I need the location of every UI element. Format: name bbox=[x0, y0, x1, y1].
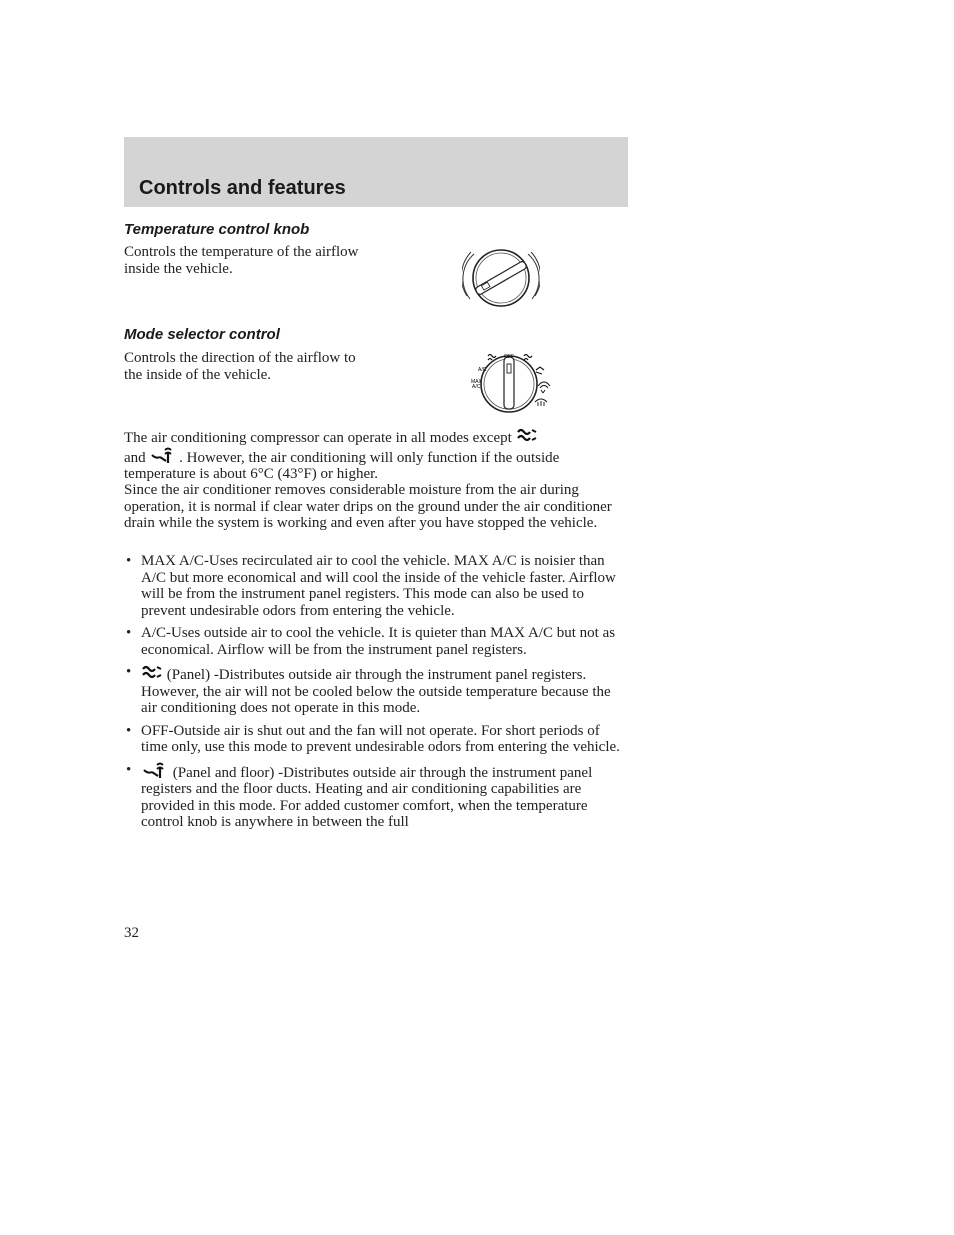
defrost-icon bbox=[535, 399, 547, 406]
drain-paragraph: Since the air conditioner removes considerable moisture from the air during operation, it is normal if clear water drips on the ground under the air conditioner drain while the system is working and even after you have stopped the vehicle. bbox=[124, 482, 612, 531]
mode-heading: Mode selector control bbox=[124, 326, 280, 343]
section-title: Controls and features bbox=[139, 177, 346, 199]
bullet-dot: • bbox=[126, 722, 132, 739]
dial-label-off: OFF bbox=[504, 354, 514, 360]
bullet-dot: • bbox=[126, 553, 132, 569]
bullet-off bbox=[124, 723, 628, 756]
bullet-panel-floor bbox=[124, 762, 628, 831]
bullet-dot: • bbox=[126, 761, 132, 778]
panel-floor-mode-icon bbox=[524, 355, 532, 361]
compressor-text-2: . However, the air conditioning will only function if the outside temperature is about 6°C (43°F) or higher. bbox=[124, 449, 560, 482]
floor-defrost-mode-icon bbox=[538, 382, 550, 393]
bullet-off-text: OFF-Outside air is shut out and the fan will not operate. For short periods of time only, use this mode to prevent undesirable odors from entering the vehicle. bbox=[141, 722, 620, 755]
panel-floor-icon bbox=[149, 447, 175, 465]
bullet-panel-floor-text: (Panel and floor) -Distributes outside air through the instrument panel registers and the floor ducts. Heating and air conditioning capabilities are provided in this mode. For added customer comfort, when the temperature control knob is anywhere in between the full bbox=[141, 764, 593, 830]
bullet-ac bbox=[124, 625, 628, 658]
mode-description: Controls the direction of the airflow to the inside of the vehicle. bbox=[124, 350, 356, 383]
dial-label-ac: A/C bbox=[478, 367, 487, 373]
bullet-dot: • bbox=[126, 664, 132, 680]
dial-label-max-ac: A/C bbox=[472, 384, 481, 390]
temperature-knob-illustration bbox=[462, 244, 540, 310]
temperature-description: Controls the temperature of the airflow inside the vehicle. bbox=[124, 244, 359, 277]
bullet-max-ac bbox=[124, 553, 628, 619]
bullet-max-ac-text: MAX A/C-Uses recirculated air to cool the vehicle. MAX A/C is noisier than A/C but more economical and will cool the inside of the vehicle faster. Airflow will be from the instrument panel registers. This mode can also be used to prevent undesirable odors from entering the vehicle. bbox=[141, 553, 616, 619]
panel-floor-icon bbox=[141, 762, 169, 780]
bullet-ac-text: A/C-Uses outside air to cool the vehicle. It is quieter than MAX A/C but not as economical. Airflow will be from the instrument panel registers. bbox=[141, 625, 616, 658]
mode-selector-illustration bbox=[468, 350, 554, 416]
mode-bullet-list bbox=[124, 553, 628, 837]
compressor-paragraph bbox=[124, 427, 624, 483]
panel-icon bbox=[141, 664, 163, 682]
compressor-text-1: The air conditioning compressor can operate in all modes except bbox=[124, 430, 512, 446]
floor-mode-icon bbox=[536, 367, 544, 374]
bullet-panel bbox=[124, 664, 628, 717]
compressor-and: and bbox=[124, 449, 146, 466]
panel-icon bbox=[516, 427, 538, 445]
bullet-dot: • bbox=[126, 625, 132, 641]
page-number: 32 bbox=[124, 925, 139, 941]
bullet-panel-text: (Panel) -Distributes outside air through the instrument panel registers. However, the air will not be cooled below the outside temperature because the air conditioning does not operate in this mode. bbox=[141, 667, 611, 716]
temperature-heading: Temperature control knob bbox=[124, 221, 310, 238]
dial-label-max: MAX bbox=[471, 379, 482, 385]
